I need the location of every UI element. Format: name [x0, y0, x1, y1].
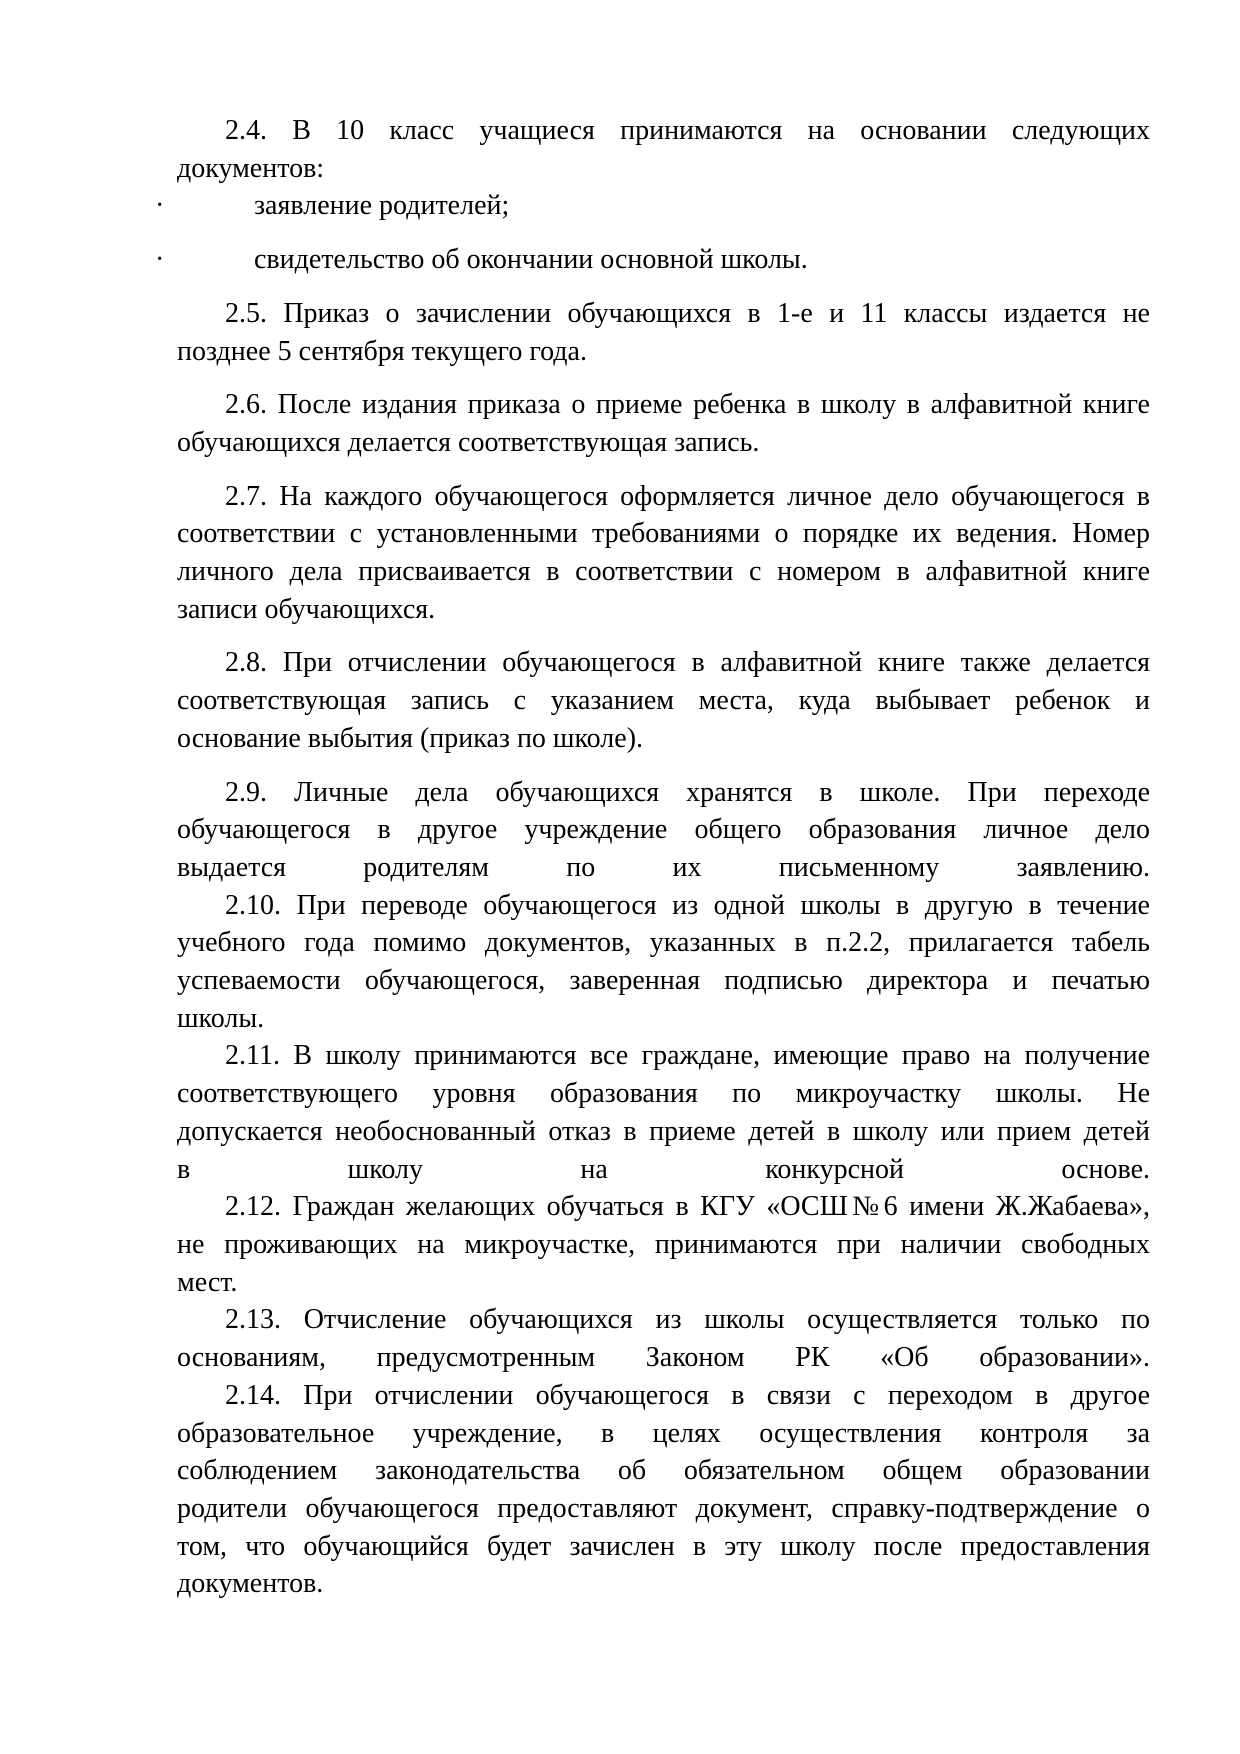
- text-line: основаниям, предусмотренным Законом РК «Об образовании».: [177, 1342, 1150, 1374]
- text-line: допускается необоснованный отказ в приеме детей в школу или прием детей: [177, 1115, 1150, 1147]
- text-line: школы.: [177, 1002, 265, 1034]
- paragraph-2.13: [177, 1301, 1150, 1376]
- text-line: 2.14. При отчислении обучающегося в связи с переходом в другое: [225, 1379, 1150, 1411]
- text-line: 2.4. В 10 класс учащиеся принимаются на основании следующих: [225, 115, 1150, 146]
- paragraph-2.4: [177, 112, 1150, 187]
- text-line: успеваемости обучающегося, заверенная подписью директора и печатью: [177, 965, 1150, 997]
- bullet-marker-icon: ·: [155, 244, 165, 276]
- paragraph-2.12: [177, 1188, 1150, 1301]
- text-line: 2.7. На каждого обучающегося оформляется личное дело обучающегося в: [225, 480, 1150, 512]
- bullet-text: заявление родителей;: [254, 190, 510, 222]
- bullet-marker-icon: ·: [155, 190, 165, 222]
- text-line: 2.5. Приказ о зачислении обучающихся в 1-е и 11 классы издается не: [225, 297, 1150, 329]
- paragraph-2.9: [177, 774, 1150, 887]
- text-line: 2.13. Отчисление обучающихся из школы осуществляется только по: [225, 1304, 1150, 1336]
- text-line: документов.: [177, 1568, 324, 1600]
- text-line: 2.9. Личные дела обучающихся хранятся в школе. При переходе: [225, 776, 1150, 808]
- bullet-text: свидетельство об окончании основной школы.: [254, 244, 808, 276]
- text-line: соблюдением законодательства об обязательном общем образовании: [177, 1455, 1150, 1487]
- text-line: личного дела присваивается в соответствии с номером в алфавитной книге: [177, 556, 1150, 588]
- text-line: 2.6. После издания приказа о приеме ребенка в школу в алфавитной книге: [225, 389, 1150, 421]
- text-line: соответствующая запись с указанием места, куда выбывает ребенок и: [177, 685, 1150, 717]
- paragraph-2.7: [177, 478, 1150, 629]
- text-line: выдается родителям по их письменному заявлению.: [177, 851, 1150, 883]
- paragraph-2.11: [177, 1037, 1150, 1188]
- text-line: 2.11. В школу принимаются все граждане, имеющие право на получение: [225, 1040, 1150, 1072]
- paragraph-2.5: [177, 295, 1150, 370]
- text-line: 2.12. Граждан желающих обучаться в КГУ «ОСШ№6 имени Ж.Жабаева»,: [225, 1191, 1150, 1223]
- text-line: 2.10. При переводе обучающегося из одной школы в другую в течение: [225, 889, 1150, 921]
- paragraph-2.10: [177, 887, 1150, 1038]
- text-line: позднее 5 сентября текущего года.: [177, 335, 587, 367]
- text-line: соответствии с установленными требованиями о порядке их ведения. Номер: [177, 518, 1150, 550]
- bullet-item: [155, 241, 1150, 279]
- paragraph-2.6: [177, 386, 1150, 461]
- text-line: мест.: [177, 1266, 238, 1298]
- text-line: основание выбытия (приказ по школе).: [177, 722, 644, 754]
- text-line: записи обучающихся.: [177, 593, 436, 625]
- text-line: учебного года помимо документов, указанных в п.2.2, прилагается табель: [177, 927, 1150, 959]
- paragraph-2.14: [177, 1377, 1150, 1603]
- bullet-item: [155, 187, 1150, 225]
- text-line: не проживающих на микроучастке, принимаются при наличии свободных: [177, 1228, 1150, 1260]
- text-line: 2.8. При отчислении обучающегося в алфавитной книге также делается: [225, 647, 1150, 679]
- text-line: обучающегося в другое учреждение общего образования личное дело: [177, 814, 1150, 846]
- text-line: образовательное учреждение, в целях осуществления контроля за: [177, 1417, 1150, 1449]
- paragraph-2.8: [177, 644, 1150, 757]
- text-line: обучающихся делается соответствующая запись.: [177, 426, 760, 458]
- text-line: родители обучающегося предоставляют документ, справку-подтверждение о: [177, 1492, 1150, 1524]
- text-line: том, что обучающийся будет зачислен в эту школу после предоставления: [177, 1530, 1150, 1562]
- text-line: документов:: [177, 152, 325, 184]
- text-line: в школу на конкурсной основе.: [177, 1153, 1150, 1185]
- text-line: соответствующего уровня образования по микроучастку школы. Не: [177, 1078, 1150, 1110]
- document-body: [155, 112, 1150, 1603]
